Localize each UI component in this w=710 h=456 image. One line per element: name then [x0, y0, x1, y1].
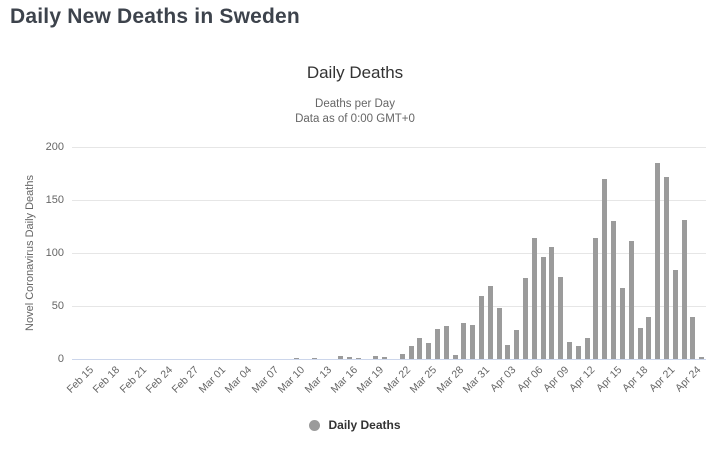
bar-apr-03[interactable] — [497, 308, 502, 359]
y-tick-label: 0 — [57, 353, 64, 365]
x-tick-label: Apr 15 — [593, 364, 625, 395]
bar-apr-20[interactable] — [646, 317, 651, 359]
chart-subtitle-line1: Deaths per Day — [315, 98, 395, 110]
bar-apr-21[interactable] — [655, 163, 660, 359]
x-tick-label: Feb 18 — [90, 364, 123, 396]
bar-apr-10[interactable] — [558, 277, 563, 359]
bar-apr-12[interactable] — [576, 346, 581, 359]
page-title: Daily New Deaths in Sweden — [10, 5, 300, 28]
bar-mar-27[interactable] — [435, 329, 440, 359]
bar-apr-17[interactable] — [620, 288, 625, 359]
y-tick-label: 50 — [51, 300, 64, 312]
legend[interactable] — [0, 418, 710, 432]
x-tick-label: Apr 18 — [620, 364, 651, 395]
x-tick-label: Mar 04 — [222, 364, 255, 396]
bar-apr-16[interactable] — [611, 221, 616, 359]
gridline-y200 — [72, 147, 706, 148]
bar-mar-24[interactable] — [409, 346, 414, 359]
bar-apr-23[interactable] — [673, 270, 678, 359]
x-tick-label: Feb 27 — [169, 364, 202, 396]
bar-apr-05[interactable] — [514, 330, 519, 359]
chart-title: Daily Deaths — [306, 63, 404, 82]
legend-marker-icon — [309, 420, 320, 431]
bar-apr-07[interactable] — [532, 238, 537, 359]
x-tick-label: Apr 21 — [646, 364, 678, 395]
x-tick-label: Feb 24 — [143, 364, 176, 396]
x-tick-label: Mar 31 — [460, 364, 493, 396]
bar-apr-08[interactable] — [541, 257, 546, 359]
bar-apr-01[interactable] — [479, 296, 484, 359]
y-axis-title: Novel Coronavirus Daily Deaths — [24, 175, 36, 331]
bar-apr-25[interactable] — [690, 317, 695, 359]
bar-apr-02[interactable] — [488, 286, 493, 359]
legend-label: Daily Deaths — [328, 418, 401, 432]
x-tick-label: Mar 19 — [354, 364, 387, 396]
x-tick-label: Mar 25 — [407, 364, 440, 396]
bar-apr-26[interactable] — [699, 357, 704, 359]
bar-apr-04[interactable] — [505, 345, 510, 359]
bar-mar-17[interactable] — [347, 357, 352, 359]
x-tick-label: Mar 01 — [196, 364, 228, 396]
x-tick-label: Apr 03 — [488, 364, 519, 395]
x-tick-label: Mar 07 — [249, 364, 281, 396]
bar-apr-19[interactable] — [638, 328, 643, 359]
bar-apr-06[interactable] — [523, 278, 528, 359]
bar-mar-29[interactable] — [453, 355, 458, 359]
bar-mar-28[interactable] — [444, 326, 449, 359]
bar-apr-15[interactable] — [602, 179, 607, 359]
x-tick-label: Mar 13 — [302, 364, 334, 396]
bar-mar-25[interactable] — [417, 338, 422, 359]
y-tick-label: 150 — [45, 194, 64, 206]
bar-apr-13[interactable] — [585, 338, 590, 359]
y-tick-label: 100 — [45, 247, 64, 259]
bar-apr-11[interactable] — [567, 342, 572, 359]
x-tick-label: Feb 21 — [117, 364, 149, 396]
bar-mar-21[interactable] — [382, 357, 387, 359]
bar-mar-18[interactable] — [356, 358, 361, 359]
x-tick-label: Mar 28 — [434, 364, 466, 396]
x-tick-label: Apr 06 — [514, 364, 545, 395]
bar-apr-24[interactable] — [682, 220, 687, 359]
x-tick-label: Apr 12 — [567, 364, 598, 395]
bar-apr-18[interactable] — [629, 241, 634, 359]
x-tick-label: Apr 24 — [673, 364, 704, 395]
bar-mar-13[interactable] — [312, 358, 317, 359]
bar-apr-22[interactable] — [664, 177, 669, 359]
bar-mar-11[interactable] — [294, 358, 299, 359]
bar-mar-26[interactable] — [426, 343, 431, 359]
bar-apr-09[interactable] — [549, 247, 554, 359]
y-tick-label: 200 — [45, 141, 64, 153]
bar-mar-23[interactable] — [400, 354, 405, 359]
gridline-y150 — [72, 200, 706, 201]
bar-apr-14[interactable] — [593, 238, 598, 359]
bar-mar-31[interactable] — [470, 325, 475, 359]
bar-mar-16[interactable] — [338, 356, 343, 359]
x-tick-label: Mar 16 — [328, 364, 361, 396]
x-tick-label: Mar 10 — [275, 364, 308, 396]
x-tick-label: Feb 15 — [64, 364, 96, 396]
x-tick-label: Apr 09 — [541, 364, 572, 395]
bar-mar-30[interactable] — [461, 323, 466, 359]
x-tick-label: Mar 22 — [381, 364, 413, 396]
bar-mar-20[interactable] — [373, 356, 378, 359]
chart-subtitle-line2: Data as of 0:00 GMT+0 — [295, 113, 415, 125]
x-axis-line — [72, 359, 706, 360]
